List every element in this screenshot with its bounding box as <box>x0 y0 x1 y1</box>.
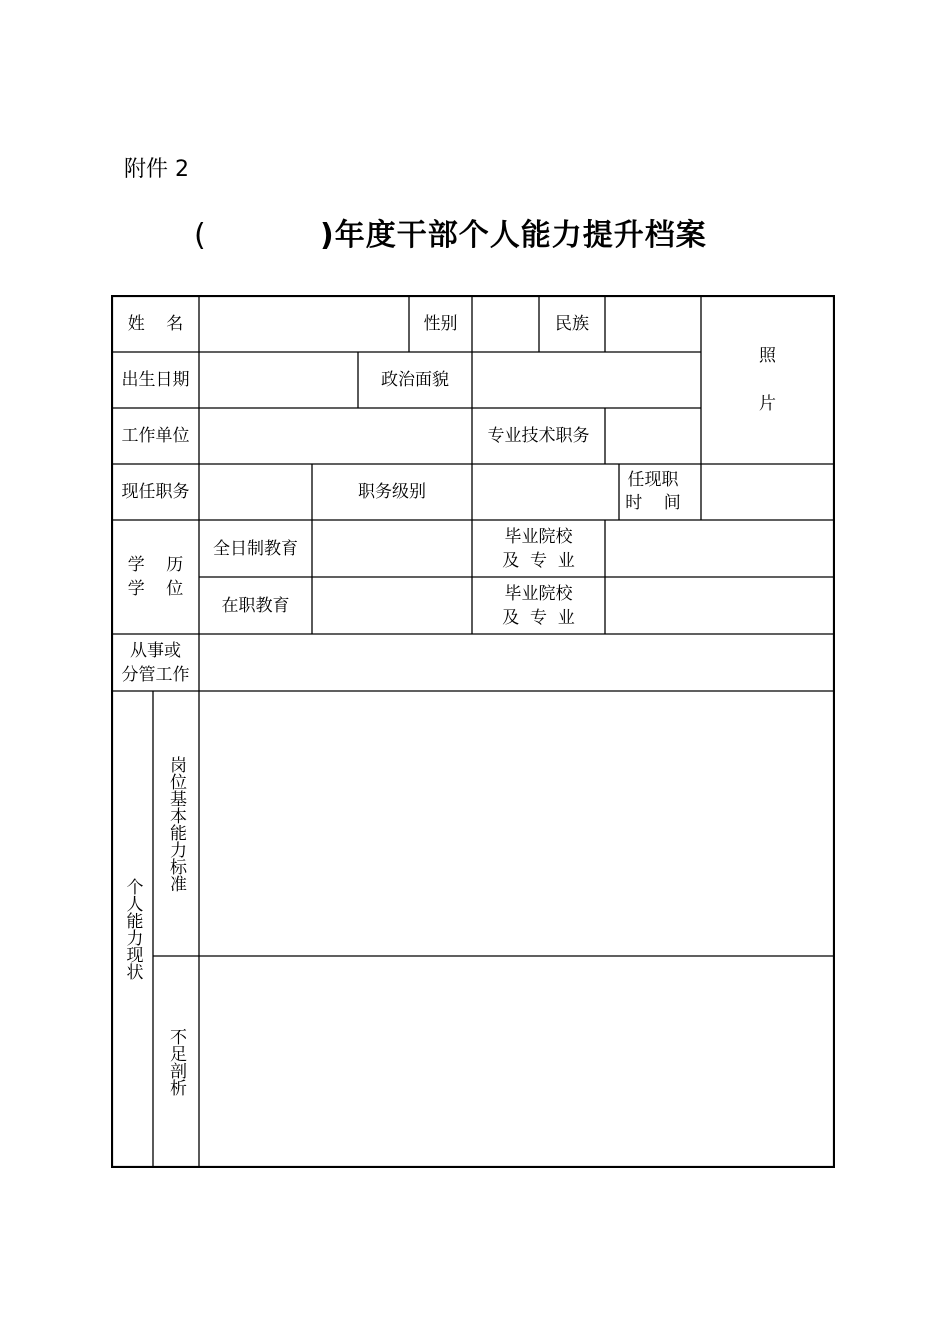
title-main: )年度干部个人能力提升档案 <box>320 218 707 253</box>
field-full-time-education[interactable] <box>313 521 471 576</box>
field-post-standard[interactable] <box>200 692 833 955</box>
field-work-in-charge[interactable] <box>200 635 833 690</box>
label-shortcomings-text: 不足剖析 <box>166 1027 186 1096</box>
label-education-degree: 学 历 学 位 <box>127 555 184 599</box>
label-political-status: 政治面貌 <box>381 370 449 390</box>
label-work-unit: 工作单位 <box>121 426 190 446</box>
field-work-unit[interactable] <box>200 409 471 463</box>
label-position-level: 职务级别 <box>358 482 426 502</box>
label-ability-status <box>112 691 153 1167</box>
label-graduate-school-1: 毕业院校 及 专 业 <box>502 526 575 571</box>
photo-box: 照 片 <box>759 346 776 414</box>
field-gender[interactable] <box>473 297 538 351</box>
label-name: 姓 名 <box>127 314 184 334</box>
field-graduate-school-1[interactable] <box>606 521 833 576</box>
label-work-in-charge: 从事或 分管工作 <box>121 640 190 685</box>
label-graduate-school-2: 毕业院校 及 专 业 <box>502 583 575 628</box>
title-paren-open: ( <box>194 218 206 253</box>
field-graduate-school-2[interactable] <box>606 578 833 633</box>
field-ethnicity[interactable] <box>606 297 700 351</box>
field-position-since[interactable] <box>702 465 833 519</box>
label-ability-status-text: 个人能力现状 <box>122 878 143 980</box>
label-shortcomings <box>153 956 199 1167</box>
field-position-level[interactable] <box>473 465 604 519</box>
field-shortcomings[interactable] <box>200 957 833 1166</box>
field-political-status[interactable] <box>473 353 700 407</box>
label-professional-title: 专业技术职务 <box>487 426 590 446</box>
label-post-standard <box>153 691 199 956</box>
field-birth-date[interactable] <box>200 353 357 407</box>
profile-form-table <box>111 295 835 1168</box>
label-on-job-education: 在职教育 <box>221 595 290 616</box>
label-birth-date: 出生日期 <box>121 370 190 390</box>
label-position-since: 任现职 时 间 <box>625 470 681 513</box>
page-title <box>0 214 950 258</box>
label-current-position: 现任职务 <box>121 482 190 502</box>
field-name[interactable] <box>200 297 408 351</box>
field-professional-title[interactable] <box>606 409 700 463</box>
attachment-label: 附件 2 <box>124 157 189 182</box>
label-ethnicity: 民族 <box>555 314 589 334</box>
field-on-job-education[interactable] <box>313 578 471 633</box>
label-gender: 性别 <box>423 314 458 334</box>
label-full-time-education: 全日制教育 <box>213 538 298 559</box>
field-current-position[interactable] <box>200 465 311 519</box>
label-post-standard-text: 岗位基本能力标准 <box>166 755 186 892</box>
